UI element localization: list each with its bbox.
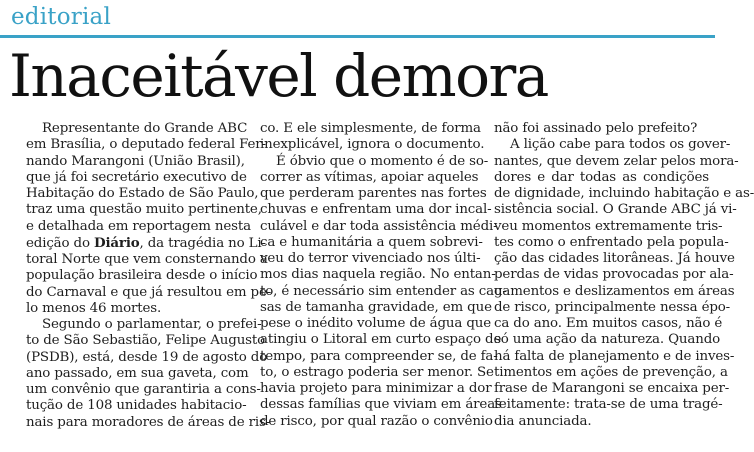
column-2 xyxy=(260,121,507,447)
text-line: ção das cidades litorâneas. Já houve xyxy=(494,251,735,266)
text-line: veu momentos extremamente tris- xyxy=(494,218,723,234)
text-line: que perderam parentes nas fortes xyxy=(260,186,487,201)
text-line: perdas de vidas provocadas por ala- xyxy=(494,267,734,283)
text-line: to, é necessário sim entender as cau- xyxy=(260,283,507,299)
text-line: sistência social. O Grande ABC já vi- xyxy=(494,202,737,218)
text-line: edição do Diário, da tragédia no Li- xyxy=(26,234,266,251)
text-line: havia projeto para minimizar a dor xyxy=(260,381,492,396)
text-line: só uma ação da natureza. Quando xyxy=(494,332,721,348)
section-rule xyxy=(0,35,715,38)
text-line: chuvas e enfrentam uma dor incal- xyxy=(260,202,492,218)
headline: Inaceitável demora xyxy=(9,42,548,110)
text-line: tução de 108 unidades habitacio- xyxy=(26,398,247,414)
text-line: do Carnaval e que já resultou em pe- xyxy=(26,284,272,300)
text-line: inexplicável, ignora o documento. xyxy=(260,137,485,153)
column-3 xyxy=(494,121,754,447)
article-body xyxy=(26,121,754,447)
text-line: culável e dar toda assistência médi- xyxy=(260,218,498,234)
text-line: não foi assinado pelo prefeito? xyxy=(494,121,698,136)
text-line: lo menos 46 mortes. xyxy=(26,300,162,316)
section-label: editorial xyxy=(11,4,111,30)
text-line: mos dias naquela região. No entan- xyxy=(260,267,496,283)
text-line: timentos em ações de prevenção, a xyxy=(494,364,728,380)
paragraph xyxy=(494,121,709,137)
text-line: to de São Sebastião, Felipe Augusto xyxy=(26,333,266,349)
text-line: de risco, por qual razão o convênio xyxy=(260,413,493,429)
column-1 xyxy=(26,121,272,447)
text-line: A lição cabe para todos os gover- xyxy=(510,137,731,153)
text-line: que já foi secretário executivo de xyxy=(26,169,247,185)
text-line: tempo, para compreender se, de fa- xyxy=(260,348,498,364)
paragraph xyxy=(26,317,271,431)
text-line: atingiu o Litoral em curto espaço de xyxy=(260,332,502,348)
text-line: veu do terror vivenciado nos últi- xyxy=(260,251,481,266)
text-line: há falta de planejamento e de inves- xyxy=(494,348,735,364)
text-line: co. E ele simplesmente, de forma xyxy=(260,121,481,136)
text-line: em Brasília, o deputado federal Fer- xyxy=(26,137,266,153)
text-line: ca e humanitária a quem sobrevi- xyxy=(260,234,483,250)
text-line: É óbvio que o momento é de so- xyxy=(276,153,489,169)
text-line: e detalhada em reportagem nesta xyxy=(26,218,251,234)
text-line: nando Marangoni (União Brasil), xyxy=(26,153,245,169)
text-line: dessas famílias que viviam em áreas xyxy=(260,397,502,413)
text-line: um convênio que garantiria a cons- xyxy=(26,382,261,397)
text-line: feitamente: trata-se de uma tragé- xyxy=(494,397,723,413)
text-line: Segundo o parlamentar, o prefei- xyxy=(42,317,262,332)
paragraph xyxy=(260,121,485,154)
text-line: pese o inédito volume de água que xyxy=(260,316,492,331)
text-line: to, o estrago poderia ser menor. Se xyxy=(260,364,494,380)
text-line: população brasileira desde o início xyxy=(26,268,258,284)
text-line: ano passado, em sua gaveta, com xyxy=(26,365,249,381)
text-line: dia anunciada. xyxy=(494,413,592,429)
text-line: de risco, principalmente nessa épo- xyxy=(494,299,731,315)
text-line: traz uma questão muito pertinente, xyxy=(26,202,262,218)
text-line: gamentos e deslizamentos em áreas xyxy=(494,283,735,299)
text-line: nais para moradores de áreas de ris- xyxy=(26,414,271,430)
paragraph xyxy=(494,137,754,430)
text-line: nantes, que devem zelar pelos mora- xyxy=(494,153,739,169)
paragraph xyxy=(260,153,507,430)
text-line: sas de tamanha gravidade, em que xyxy=(260,299,492,315)
text-line: correr as vítimas, apoiar aqueles xyxy=(260,169,479,185)
text-line: toral Norte que vem consternando a xyxy=(26,252,268,267)
text-line: ca do ano. Em muitos casos, não é xyxy=(494,316,723,331)
text-line: de dignidade, incluindo habitação e as- xyxy=(494,186,754,201)
text-line: (PSDB), está, desde 19 de agosto do xyxy=(26,349,268,365)
text-line: dores e dar todas as condições xyxy=(494,169,709,185)
text-line: frase de Marangoni se encaixa per- xyxy=(494,381,730,396)
paragraph xyxy=(26,121,272,317)
text-line: tes como o enfrentado pela popula- xyxy=(494,234,729,250)
text-line: Habitação do Estado de São Paulo, xyxy=(26,186,259,201)
text-line: Representante do Grande ABC xyxy=(42,121,248,136)
